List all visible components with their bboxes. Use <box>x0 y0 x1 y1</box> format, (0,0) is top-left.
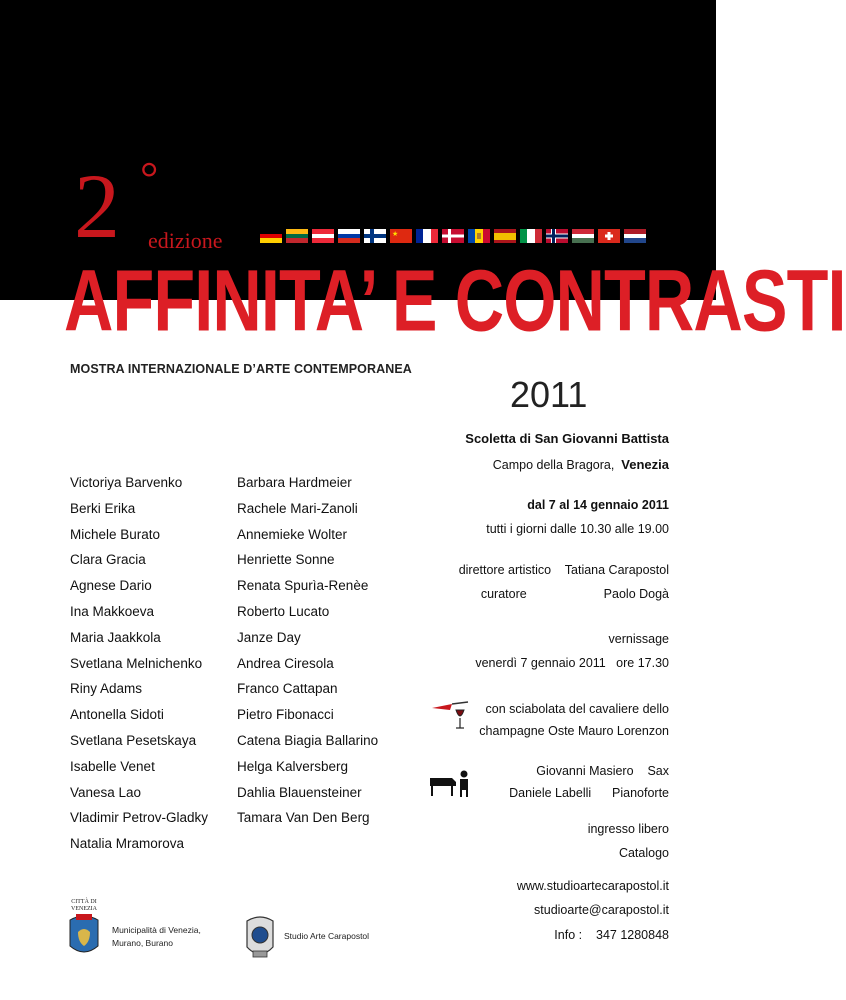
event-hours: tutti i giorni dalle 10.30 alle 19.00 <box>486 522 669 536</box>
municipality-line-2: Murano, Burano <box>112 938 173 948</box>
artist-name: Catena Biagia Ballarino <box>237 732 379 748</box>
venue-city: Venezia <box>621 457 669 472</box>
russia-flag <box>338 229 360 243</box>
finland-flag <box>364 229 386 243</box>
artist-name: Pietro Fibonacci <box>237 707 334 723</box>
artists-column-2 <box>237 470 378 831</box>
artist-name: Vanesa Lao <box>70 784 142 800</box>
artist-name: Berki Erika <box>70 500 136 516</box>
musician-2 <box>509 786 669 800</box>
vernissage-time: ore 17.30 <box>616 656 669 670</box>
norway-flag <box>546 229 568 243</box>
director-line <box>459 563 669 577</box>
vernissage-date: venerdì 7 gennaio 2011 <box>475 656 606 670</box>
municipality-line-1: Municipalità di Venezia, <box>112 925 201 935</box>
artist-name: Janze Day <box>237 629 301 645</box>
musician-1-instrument: Sax <box>647 764 669 778</box>
artist-name: Svetlana Pesetskaya <box>70 732 197 748</box>
event-year: 2011 <box>510 374 588 415</box>
moldova-flag <box>468 229 490 243</box>
sciabolata-line-2: champagne Oste Mauro Lorenzon <box>479 724 669 738</box>
artist-name: Svetlana Melnichenko <box>70 655 203 671</box>
event-subtitle: MOSTRA INTERNAZIONALE D’ARTE CONTEMPORANEA <box>70 362 412 376</box>
artist-name: Dahlia Blauensteiner <box>237 784 362 800</box>
director-role: direttore artistico <box>458 563 552 577</box>
svg-text:★: ★ <box>392 230 399 238</box>
email-link[interactable]: studioarte@carapostol.it <box>534 903 669 917</box>
event-title-wrap <box>64 252 846 350</box>
artist-name: Agnese Dario <box>70 578 152 594</box>
phone-line <box>554 928 669 942</box>
vernissage-label: vernissage <box>608 632 669 646</box>
edition-number: 2 <box>74 155 120 257</box>
artist-name: Helga Kalversberg <box>237 758 349 774</box>
hungary-flag <box>572 229 594 243</box>
artist-name: Tamara Van Den Berg <box>237 810 370 826</box>
curator-role: curatore <box>480 587 527 601</box>
artist-name: Clara Gracia <box>70 552 146 568</box>
germany-flag <box>260 229 282 243</box>
venue-name: Scoletta di San Giovanni Battista <box>465 431 669 446</box>
musician-1 <box>536 764 669 778</box>
studio-name: Studio Arte Carapostol <box>284 931 370 941</box>
artist-name: Ina Makkoeva <box>70 603 155 619</box>
italy-flag <box>520 229 542 243</box>
event-title: AFFINITA’ E CONTRASTI <box>64 252 846 350</box>
artist-name: Renata Spurìa-Renèe <box>237 578 369 594</box>
edition-degree: ° <box>140 152 159 203</box>
switzerland-flag <box>598 229 620 243</box>
website-link[interactable]: www.studioartecarapostol.it <box>516 879 669 893</box>
entry-info: ingresso libero <box>587 822 669 836</box>
studio-arte-carapostol-emblem-icon <box>241 913 279 963</box>
spain-flag <box>494 229 516 243</box>
musician-1-name: Giovanni Masiero <box>536 764 634 778</box>
event-dates: dal 7 al 14 gennaio 2011 <box>527 498 669 512</box>
artist-name: Andrea Ciresola <box>237 655 334 671</box>
director-name: Tatiana Carapostol <box>564 563 669 577</box>
artist-name: Barbara Hardmeier <box>237 475 352 490</box>
artist-name: Roberto Lucato <box>237 603 330 619</box>
edition-word: edizione <box>148 228 223 253</box>
musician-2-instrument: Pianoforte <box>612 786 669 800</box>
austria-flag <box>312 229 334 243</box>
champagne-sabre-icon <box>430 700 470 732</box>
musician-2-name: Daniele Labelli <box>509 786 592 800</box>
logo-caption: CITTÀ DI VENEZIA <box>71 899 97 912</box>
artist-name: Annemieke Wolter <box>237 526 348 542</box>
artist-name: Isabelle Venet <box>70 758 155 774</box>
municipality-text <box>112 924 201 950</box>
artist-name: Natalia Mramorova <box>70 836 185 852</box>
artist-name: Michele Burato <box>70 526 161 542</box>
netherlands-flag <box>624 229 646 243</box>
lithuania-flag <box>286 229 308 243</box>
artist-name: Franco Cattapan <box>237 681 338 697</box>
artist-name: Victoriya Barvenko <box>70 475 183 490</box>
france-flag <box>416 229 438 243</box>
artist-name: Riny Adams <box>70 681 143 697</box>
china-flag <box>390 229 412 243</box>
piano-player-icon <box>428 768 472 798</box>
artist-name: Rachele Mari-Zanoli <box>237 500 358 516</box>
artist-name: Vladimir Petrov-Gladky <box>70 810 209 826</box>
denmark-flag <box>442 229 464 243</box>
curator-name: Paolo Dogà <box>603 587 669 601</box>
catalog-info: Catalogo <box>618 846 669 860</box>
phone-label: Info : <box>554 928 583 942</box>
phone-number: 347 1280848 <box>596 928 669 942</box>
vernissage-line <box>475 656 669 670</box>
venue-address <box>493 457 669 472</box>
artist-name: Maria Jaakkola <box>70 629 161 645</box>
artists-column-1 <box>70 470 208 857</box>
artist-name: Henriette Sonne <box>237 552 335 568</box>
artist-name: Antonella Sidoti <box>70 707 164 723</box>
venue-street: Campo della Bragora, <box>492 458 615 472</box>
flags-row <box>260 229 646 243</box>
sciabolata-line-1: con sciabolata del cavaliere dello <box>485 702 669 716</box>
curator-line <box>481 587 669 601</box>
